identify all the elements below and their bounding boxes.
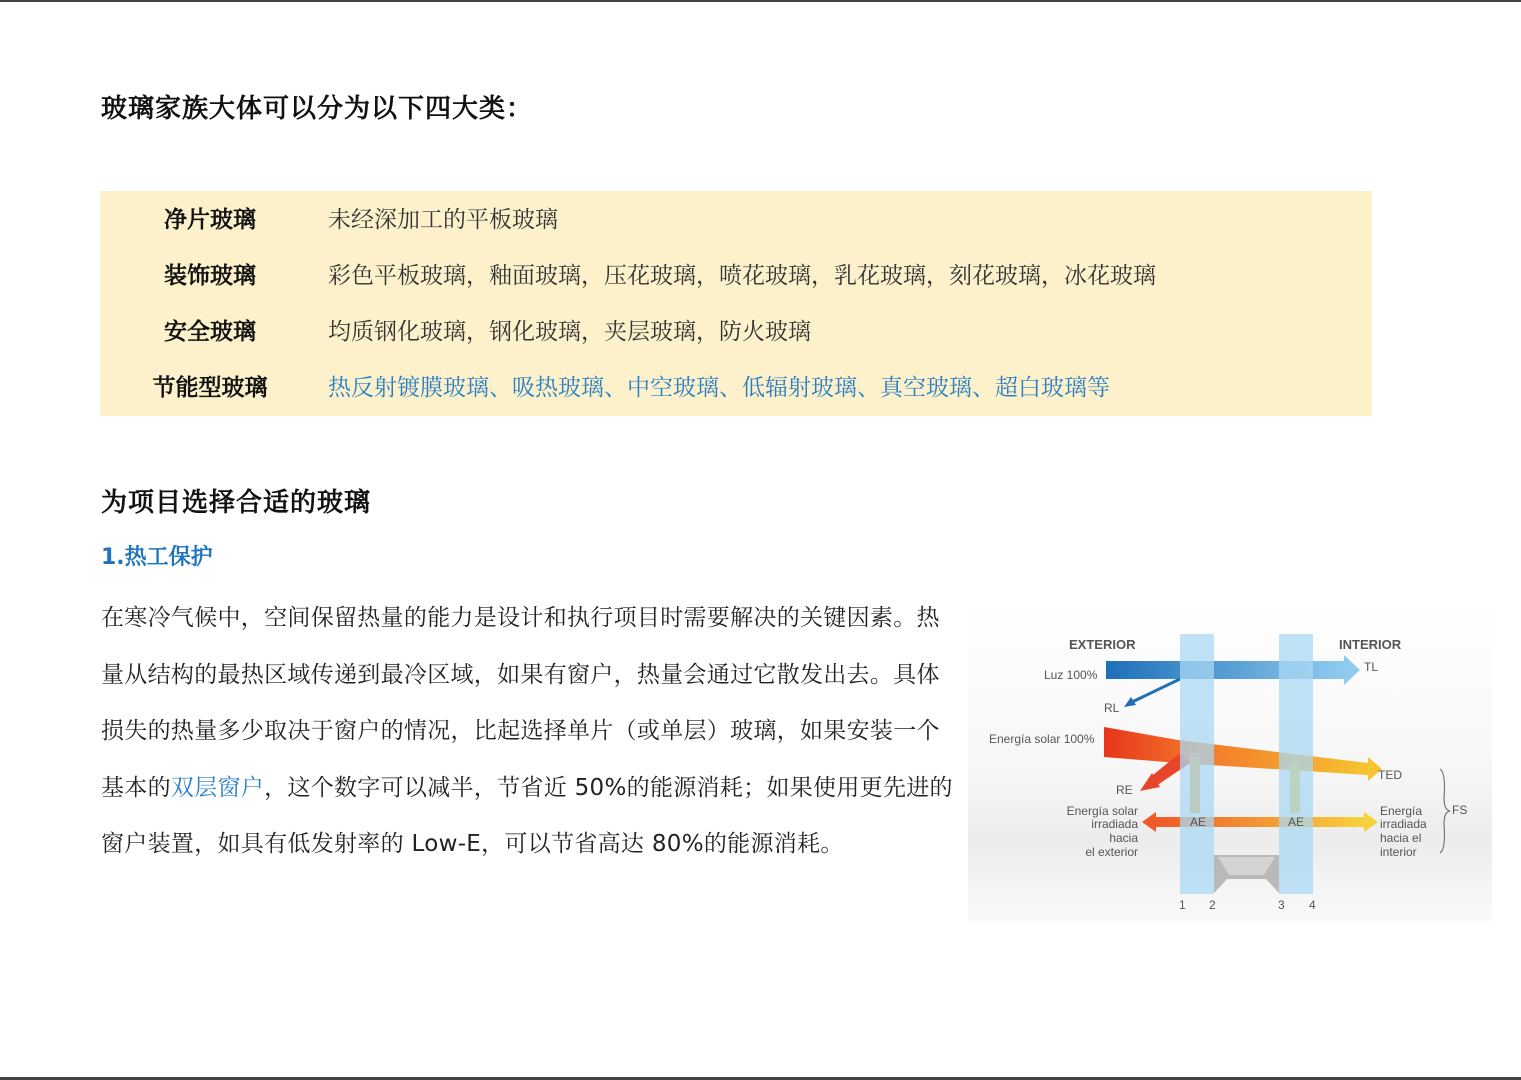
subsection-heading-thermal: 1.热工保护 xyxy=(101,545,213,570)
glass-categories-table xyxy=(100,191,1372,416)
label-irr-ext-line: irradiada xyxy=(1091,817,1138,831)
label-luz: Luz 100% xyxy=(1044,668,1098,682)
label-irr-int-line: Energía xyxy=(1380,804,1423,818)
category-row xyxy=(100,368,1372,408)
label-irr-int-line: interior xyxy=(1380,845,1417,859)
section-heading-choose-glass: 为项目选择合适的玻璃 xyxy=(101,488,372,518)
paragraph-text: ，这个数字可以减半，节省近 50%的能源消耗；如果使用更先进的窗户装置，如具有低发射率的 Low-E，可以节省高达 80%的能源消耗。 xyxy=(101,774,953,858)
category-description: 均质钢化玻璃，钢化玻璃，夹层玻璃，防火玻璃 xyxy=(328,319,811,345)
label-fs: FS xyxy=(1452,803,1468,817)
glass-pane-inner xyxy=(1279,634,1313,894)
label-re: RE xyxy=(1116,783,1133,797)
label-interior: INTERIOR xyxy=(1339,637,1402,652)
label-rl: RL xyxy=(1104,701,1120,715)
label-irr-ext-line: hacia xyxy=(1109,831,1138,845)
top-border xyxy=(0,0,1521,2)
label-ae-left: AE xyxy=(1190,815,1207,829)
label-irr-int-line: irradiada xyxy=(1380,817,1427,831)
label-energia-solar: Energía solar 100% xyxy=(989,732,1095,746)
label-ted: TED xyxy=(1378,768,1402,782)
label-irr-ext-line: Energía solar xyxy=(1066,804,1138,818)
category-row xyxy=(100,256,1372,296)
thermal-paragraph xyxy=(101,590,961,873)
category-name: 节能型玻璃 xyxy=(152,375,268,401)
label-pane-2: 2 xyxy=(1209,898,1216,912)
label-tl: TL xyxy=(1364,660,1379,674)
category-description: 未经深加工的平板玻璃 xyxy=(328,207,558,233)
category-row xyxy=(100,312,1372,352)
category-name: 净片玻璃 xyxy=(164,207,256,233)
label-ae-right: AE xyxy=(1288,815,1305,829)
label-pane-1: 1 xyxy=(1179,898,1186,912)
double-window-link[interactable]: 双层窗户 xyxy=(170,774,265,801)
category-row xyxy=(100,200,1372,240)
label-irr-ext-line: el exterior xyxy=(1085,845,1138,859)
label-irr-int-line: hacia el xyxy=(1380,831,1422,845)
glass-pane-outer xyxy=(1180,634,1214,894)
label-pane-4: 4 xyxy=(1309,898,1316,912)
label-exterior: EXTERIOR xyxy=(1069,637,1136,652)
category-description: 彩色平板玻璃，釉面玻璃，压花玻璃，喷花玻璃，乳花玻璃，刻花玻璃，冰花玻璃 xyxy=(328,263,1156,289)
category-description-link[interactable]: 热反射镀膜玻璃、吸热玻璃、中空玻璃、低辐射玻璃、真空玻璃、超白玻璃等 xyxy=(328,375,1110,401)
category-name: 装饰玻璃 xyxy=(164,263,256,289)
label-pane-3: 3 xyxy=(1278,898,1285,912)
category-name: 安全玻璃 xyxy=(164,319,256,345)
solar-energy-diagram xyxy=(968,603,1492,921)
paragraph-text: 在寒冷气候中，空间保留热量的能力是设计和执行项目时需要解决的关键因素。热量从结构的最热区域传递到最冷区域，如果有窗户，热量会通过它散发出去。具体损失的热量多少取决于窗户的情况，比起选择单片（或单层）玻璃，如果安装一个基本的 xyxy=(101,605,940,801)
section-heading-categories: 玻璃家族大体可以分为以下四大类： xyxy=(101,94,534,124)
